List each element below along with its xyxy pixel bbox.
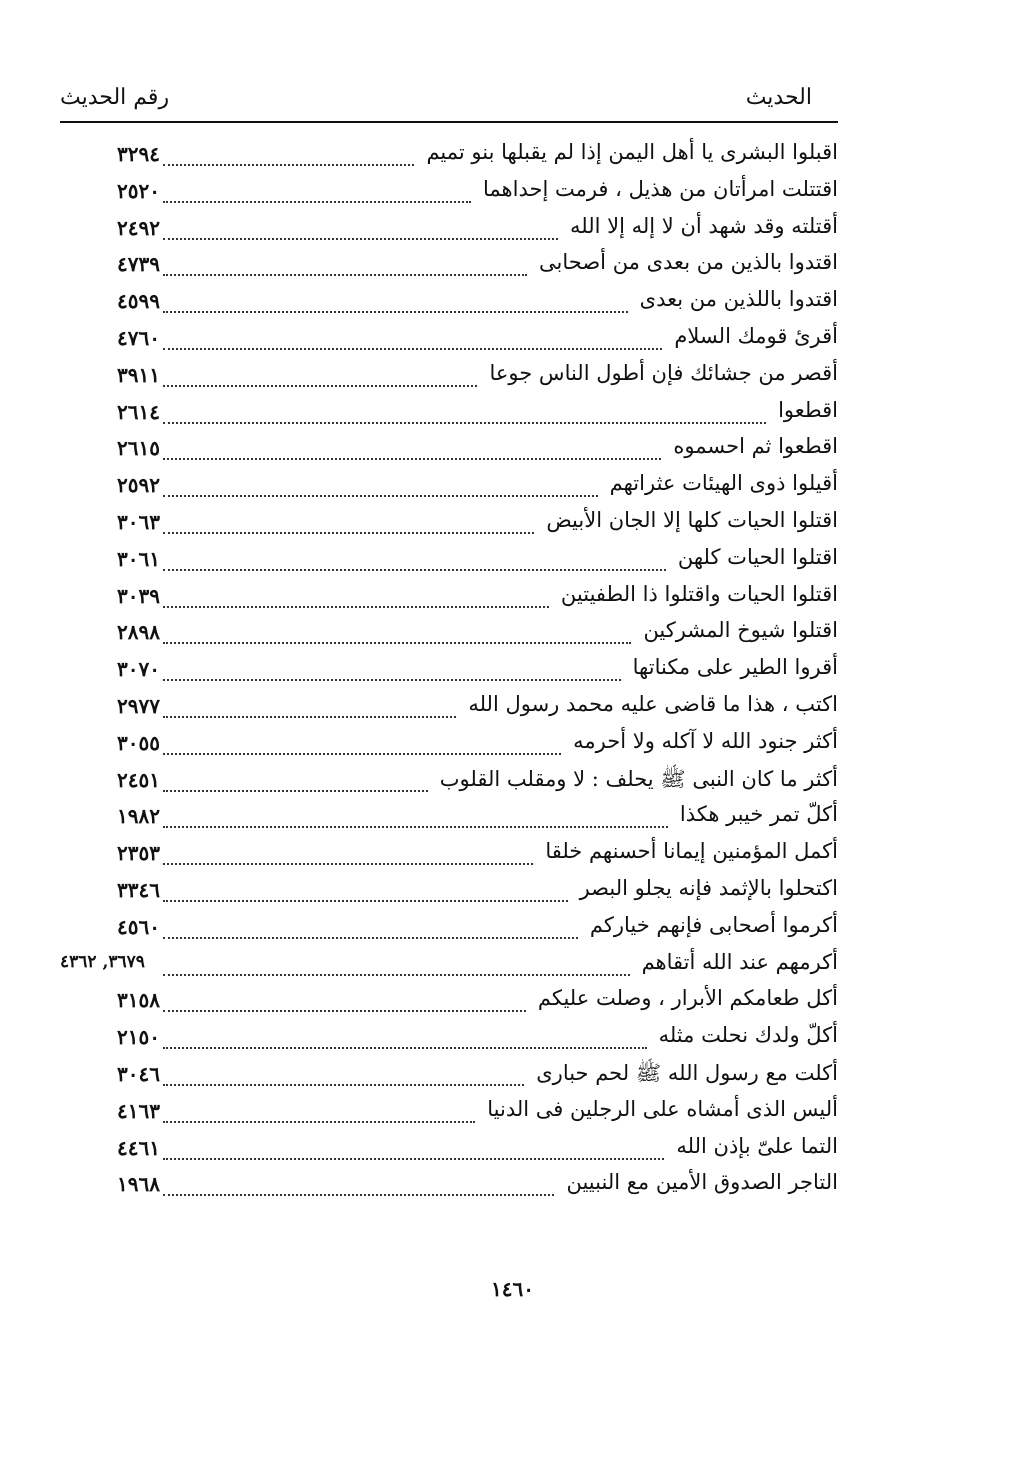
- hadith-text: أقيلوا ذوى الهيئات عثراتهم: [604, 471, 838, 495]
- dot-leader: [163, 606, 549, 608]
- hadith-text: اكتحلوا بالإثمد فإنه يجلو البصر: [574, 876, 838, 900]
- hadith-number: ٣٠٣٩: [117, 583, 160, 608]
- hadith-text: اقتلوا الحيات كلهن: [672, 545, 838, 569]
- dot-leader: [163, 1047, 647, 1049]
- index-entry: [60, 324, 838, 361]
- index-entry: [60, 140, 838, 177]
- page-header: [60, 85, 812, 121]
- hadith-text: أقصر من جشائك فإن أطول الناس جوعا: [484, 361, 839, 385]
- hadith-text: اقتدوا باللذين من بعدى: [634, 287, 838, 311]
- hadith-number: ٣٠٦٣: [117, 509, 160, 534]
- hadith-number: ٢٥٩٢: [117, 473, 160, 498]
- index-entry: [60, 1060, 838, 1097]
- hadith-number: ٣١٥٨: [117, 988, 160, 1013]
- hadith-text: أكلّ تمر خيبر هكذا: [674, 802, 838, 826]
- hadith-number: ٤٧٦٠: [117, 325, 160, 350]
- hadith-number: ٢٦١٤: [117, 399, 160, 424]
- dot-leader: [163, 642, 631, 644]
- dot-leader: [163, 679, 621, 681]
- index-entry: [60, 1097, 838, 1134]
- index-entry: [60, 692, 838, 729]
- hadith-number: ٣٠٤٦: [117, 1061, 160, 1086]
- hadith-number: ٤٥٦٠: [117, 914, 160, 939]
- dot-leader: [163, 900, 568, 902]
- hadith-text: أكمل المؤمنين إيمانا أحسنهم خلقا: [539, 839, 838, 863]
- index-entry: [60, 655, 838, 692]
- index-entry: [60, 508, 838, 545]
- index-entry: [60, 1023, 838, 1060]
- hadith-text: أكرموا أصحابى فإنهم خياركم: [584, 913, 838, 937]
- hadith-number: ٢٣٥٣: [117, 841, 160, 866]
- dot-leader: [163, 569, 666, 571]
- dot-leader: [163, 532, 534, 534]
- hadith-text: أقرئ قومك السلام: [668, 324, 838, 348]
- dot-leader: [163, 348, 662, 350]
- index-entry: [60, 287, 838, 324]
- index-entry: [60, 1170, 838, 1207]
- dot-leader: [163, 274, 527, 276]
- hadith-number: ٢٤٩٢: [117, 215, 160, 240]
- index-entry: [60, 618, 838, 655]
- index-entry: [60, 802, 838, 839]
- index-entry: [60, 398, 838, 435]
- hadith-text: أقتلته وقد شهد أن لا إله إلا الله: [564, 214, 838, 238]
- hadith-column-heading: الحديث: [745, 85, 812, 110]
- hadith-number: ٤٤٦١: [117, 1135, 160, 1160]
- index-entry: [60, 986, 838, 1023]
- dot-leader: [163, 863, 533, 865]
- hadith-text: أكثر ما كان النبى ﷺ يحلف : لا ومقلب القلوب: [434, 766, 838, 797]
- index-entry: [60, 876, 838, 913]
- hadith-number: ٢٦١٥: [117, 436, 160, 461]
- hadith-text: اقتلوا الحيات كلها إلا الجان الأبيض: [540, 508, 838, 532]
- hadith-text: أكرمهم عند الله أتقاهم: [636, 950, 838, 974]
- dot-leader: [163, 164, 414, 166]
- index-entry: [60, 361, 838, 398]
- hadith-number: ٣٠٦١: [117, 546, 160, 571]
- hadith-number: ٢٩٧٧: [117, 693, 160, 718]
- hadith-number: ٣٩١١: [117, 362, 160, 387]
- hadith-text: اقتلوا الحيات واقتلوا ذا الطفيتين: [555, 582, 838, 606]
- hadith-text: أقروا الطير على مكناتها: [627, 655, 838, 679]
- hadith-number-column-heading: رقم الحديث: [60, 85, 170, 110]
- dot-leader: [163, 1158, 664, 1160]
- index-entry: [60, 545, 838, 582]
- hadith-number: ٢٤٥١: [117, 767, 160, 792]
- hadith-number: ٣٦٧٩, ٤٣٦٢: [60, 951, 145, 972]
- hadith-number: ٤٧٣٩: [117, 252, 160, 277]
- index-entry: [60, 177, 838, 214]
- dot-leader: [163, 201, 471, 203]
- dot-leader: [163, 937, 578, 939]
- dot-leader: [163, 238, 558, 240]
- hadith-text: التاجر الصدوق الأمين مع النبيين: [560, 1170, 838, 1194]
- dot-leader: [163, 716, 456, 718]
- hadith-text: أكل طعامكم الأبرار ، وصلت عليكم: [532, 986, 838, 1010]
- index-entry: [60, 729, 838, 766]
- hadith-text: التما علىّ بإذن الله: [670, 1134, 838, 1158]
- dot-leader: [163, 1121, 475, 1123]
- hadith-number: ٣٠٥٥: [117, 730, 160, 755]
- hadith-number: ٢١٥٠: [117, 1025, 160, 1050]
- hadith-number: ١٩٦٨: [117, 1172, 160, 1197]
- dot-leader: [163, 790, 428, 792]
- hadith-text: أكلت مع رسول الله ﷺ لحم حبارى: [530, 1060, 838, 1091]
- dot-leader: [163, 422, 766, 424]
- index-entry: [60, 913, 838, 950]
- hadith-number: ٣٠٧٠: [117, 657, 160, 682]
- hadith-text: اقتتلت امرأتان من هذيل ، فرمت إحداهما: [477, 177, 838, 201]
- dot-leader: [163, 495, 598, 497]
- index-entry: [60, 434, 838, 471]
- dot-leader: [163, 458, 661, 460]
- index-entry: [60, 250, 838, 287]
- index-entry: [60, 214, 838, 251]
- hadith-number: ١٩٨٢: [117, 804, 160, 829]
- hadith-text: اقطعوا: [772, 398, 838, 422]
- index-entry: [60, 766, 838, 803]
- index-entry: [60, 471, 838, 508]
- index-entry: [60, 1134, 838, 1171]
- hadith-text: أكثر جنود الله لا آكله ولا أحرمه: [567, 729, 838, 753]
- hadith-text: اقتلوا شيوخ المشركين: [637, 618, 838, 642]
- hadith-number: ٣٣٤٦: [117, 877, 160, 902]
- hadith-text: اكتب ، هذا ما قاضى عليه محمد رسول الله: [462, 692, 838, 716]
- index-entry: [60, 839, 838, 876]
- hadith-number: ٢٨٩٨: [117, 620, 160, 645]
- dot-leader: [163, 974, 630, 976]
- hadith-text: أليس الذى أمشاه على الرجلين فى الدنيا: [481, 1097, 838, 1121]
- dot-leader: [163, 1084, 524, 1086]
- dot-leader: [163, 1194, 554, 1196]
- header-rule: [60, 121, 838, 123]
- hadith-number: ٣٢٩٤: [117, 142, 160, 166]
- hadith-number: ٤١٦٣: [117, 1098, 160, 1123]
- hadith-text: اقبلوا البشرى يا أهل اليمن إذا لم يقبلها بنو تميم: [420, 140, 838, 164]
- hadith-number: ٤٥٩٩: [117, 289, 160, 314]
- index-entry: [60, 582, 838, 619]
- dot-leader: [163, 753, 561, 755]
- hadith-text: أكلّ ولدك نحلت مثله: [653, 1023, 838, 1047]
- hadith-number: ٢٥٢٠: [117, 178, 160, 203]
- dot-leader: [163, 826, 668, 828]
- hadith-text: اقطعوا ثم احسموه: [667, 434, 838, 458]
- page-number: ١٤٦٠: [491, 1277, 534, 1301]
- dot-leader: [163, 1010, 526, 1012]
- dot-leader: [163, 311, 628, 313]
- dot-leader: [163, 385, 477, 387]
- hadith-text: اقتدوا بالذين من بعدى من أصحابى: [533, 250, 838, 274]
- index-entry: [60, 950, 838, 987]
- index-list: [60, 140, 838, 1207]
